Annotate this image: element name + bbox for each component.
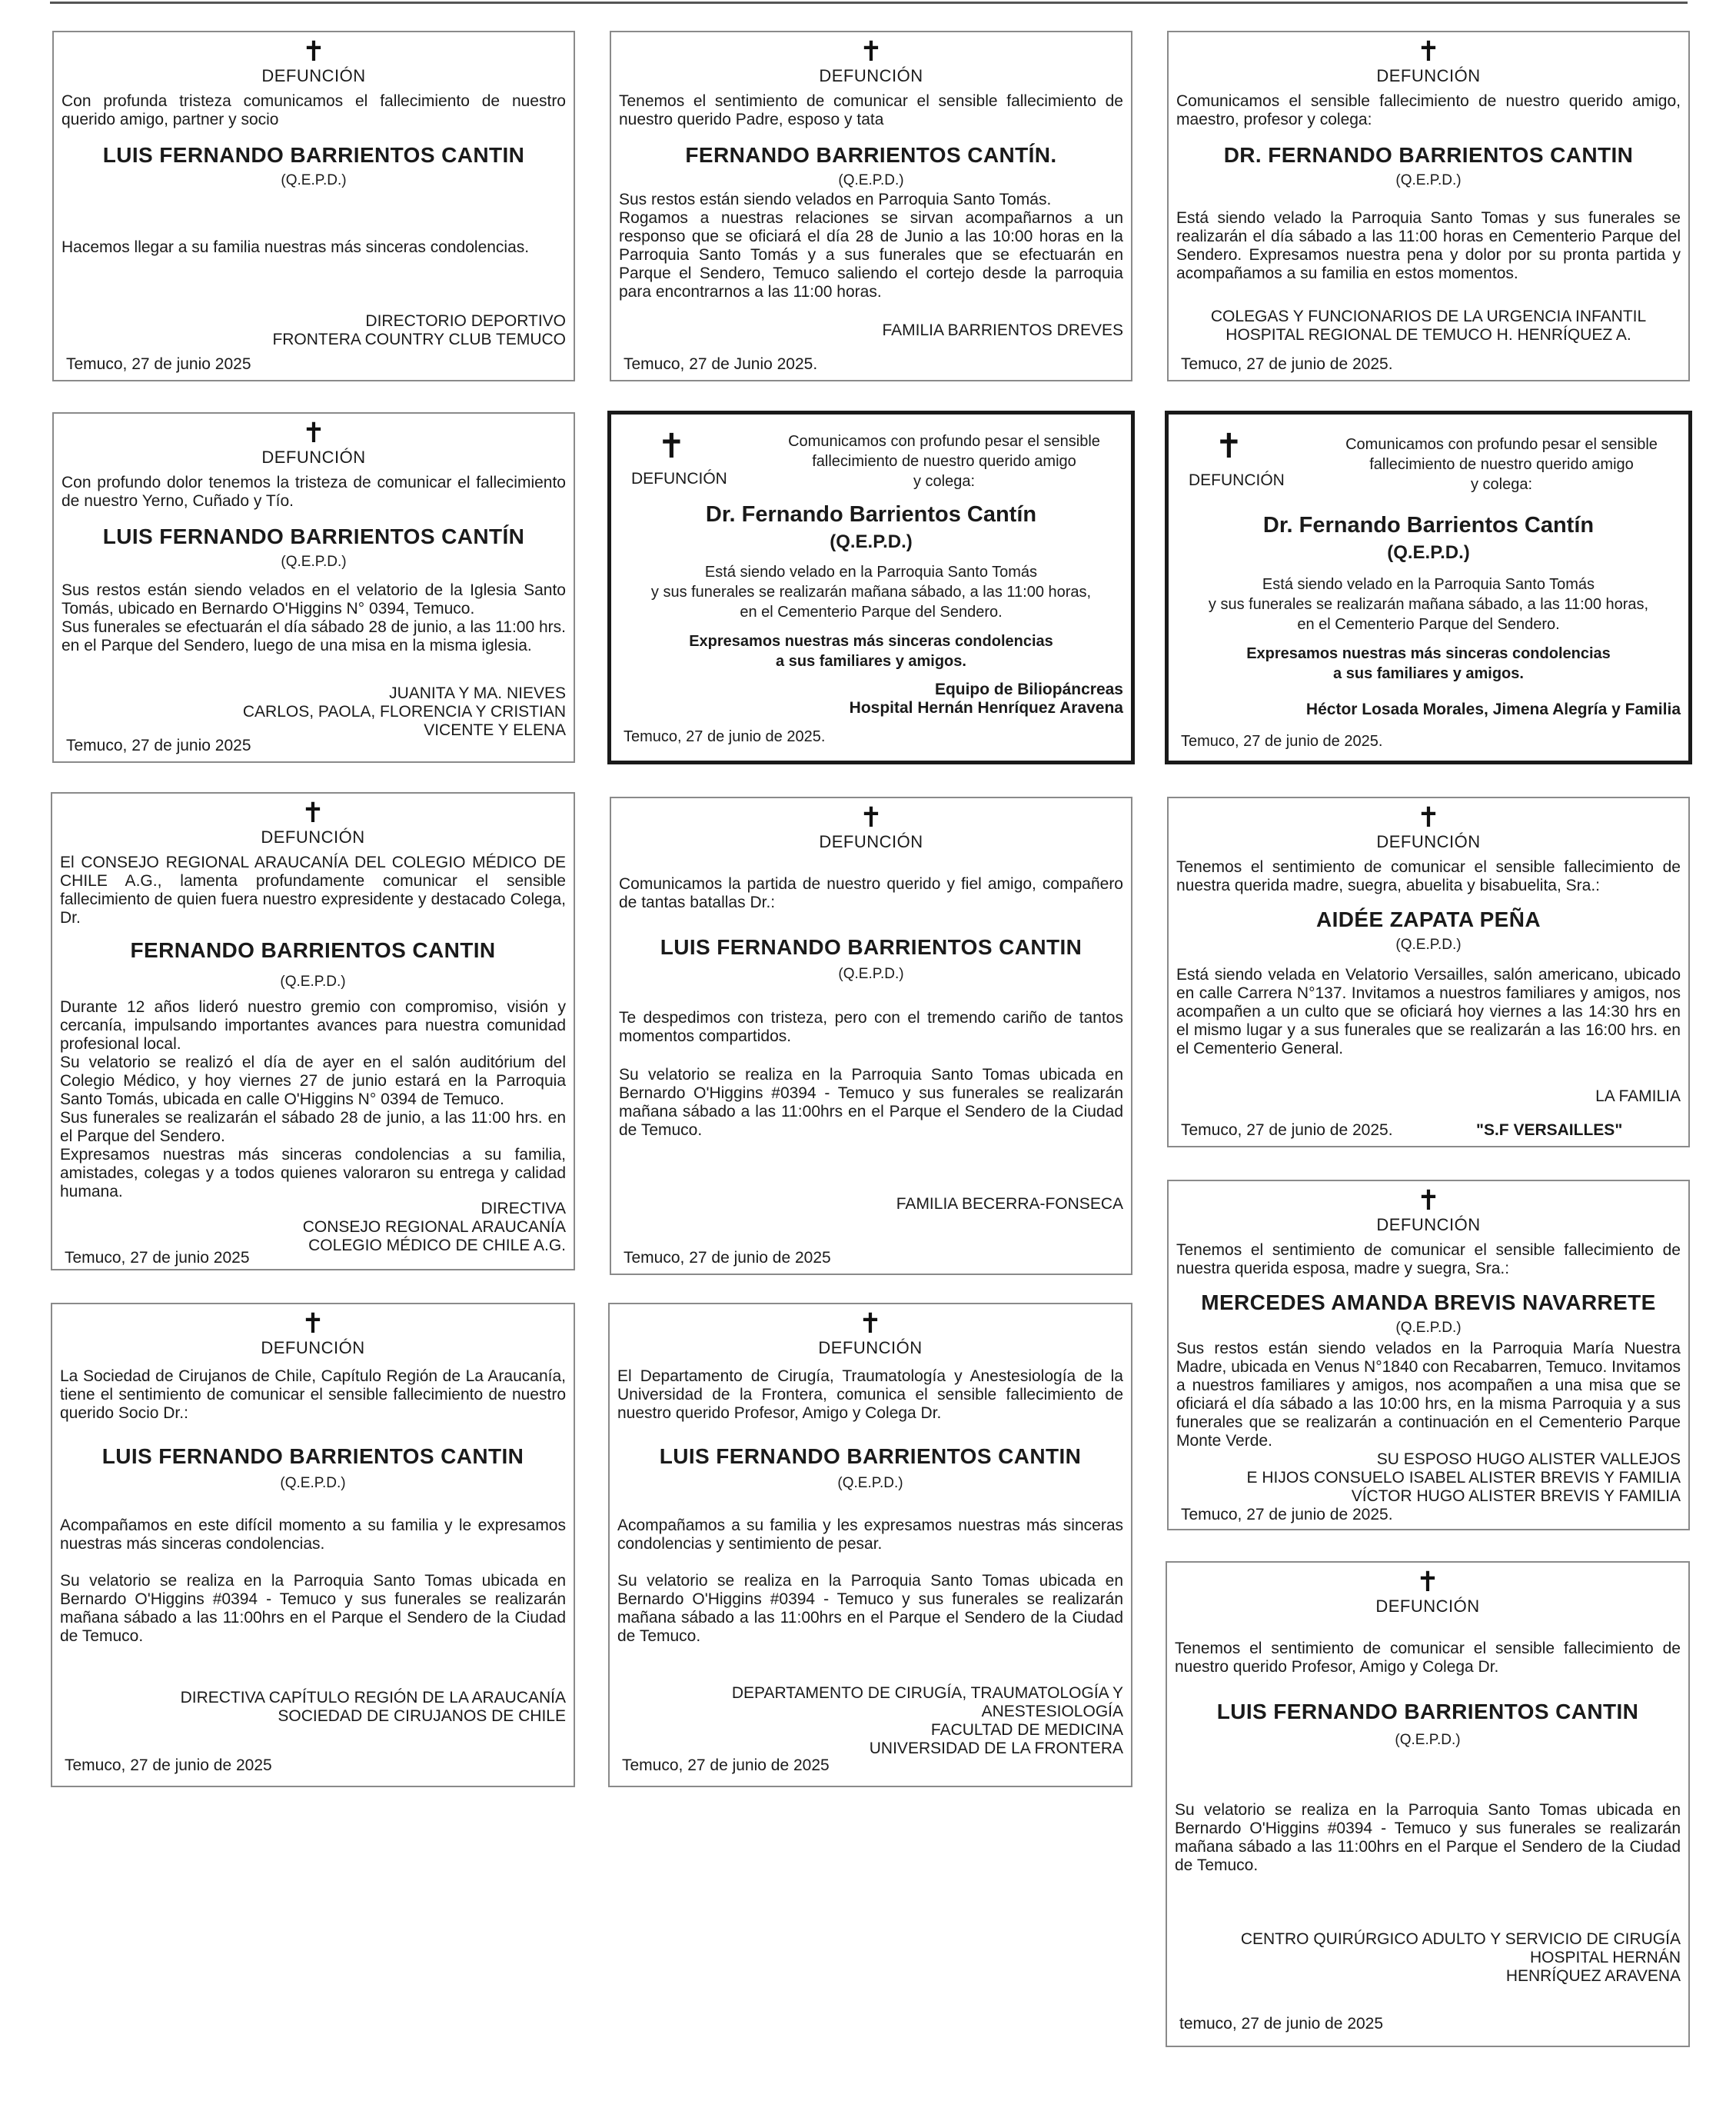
cross-icon: ✝	[1416, 1185, 1441, 1217]
notice-signature: Héctor Losada Morales, Jimena Alegría y Familia	[1305, 701, 1681, 718]
cross-icon: ✝	[1415, 1567, 1440, 1598]
notice-label: DEFUNCIÓN	[1189, 471, 1285, 489]
notice-label: DEFUNCIÓN	[261, 66, 366, 85]
notice-date: Temuco, 27 de junio de 2025.	[1181, 733, 1383, 750]
notice-signature: DIRECTIVA CAPÍTULO REGIÓN DE LA ARAUCANÍA SOCIEDAD DE CIRUJANOS DE CHILE	[180, 1689, 566, 1725]
notice-label: DEFUNCIÓN	[261, 448, 366, 467]
obituary-notice-5	[607, 411, 1135, 764]
notice-intro: Tenemos el sentimiento de comunicar el sensible fallecimiento de nuestro querido Profesor, Amigo y Colega Dr.	[1175, 1640, 1681, 1676]
notice-intro: Comunicamos con profundo pesar el sensible fallecimiento de nuestro querido amigo y colega:	[788, 433, 1100, 490]
notice-signature: DEPARTAMENTO DE CIRUGÍA, TRAUMATOLOGÍA Y ANESTESIOLOGÍA FACULTAD DE MEDICINA UNIVERSIDAD DE LA FRONTERA	[731, 1684, 1123, 1757]
obituary-notice-12	[608, 1303, 1132, 1787]
obituary-notice-10	[1167, 1180, 1690, 1530]
cross-icon: ✝	[657, 427, 686, 466]
notice-intro: Con profundo dolor tenemos la tristeza de comunicar el fallecimiento de nuestro Yerno, Cuñado y Tío.	[62, 474, 566, 510]
qepd: (Q.E.P.D.)	[837, 1475, 903, 1491]
notice-date: Temuco, 27 de junio de 2025	[622, 1756, 830, 1774]
notice-label: DEFUNCIÓN	[819, 66, 923, 85]
qepd: (Q.E.P.D.)	[830, 531, 913, 552]
obituary-notice-9	[1167, 797, 1690, 1147]
notice-signature: Equipo de Biliopáncreas Hospital Hernán Henríquez Aravena	[849, 681, 1123, 717]
notice-body: Está siendo velado en la Parroquia Santo Tomás y sus funerales se realizarán mañana sábado, a las 11:00 horas, en el Cementerio Parque del Sendero.	[650, 564, 1092, 621]
notice-intro: Tenemos el sentimiento de comunicar el sensible fallecimiento de nuestra querida madre, suegra, abuelita y bisabuelita, Sra.:	[1176, 858, 1681, 894]
notice-body: Está siendo velado la Parroquia Santo Tomas y sus funerales se realizarán el día sábado a las 11:00 horas en Cementerio Parque del Sendero. Expresamos nuestra pena y dolor por su pronta partida y acompañamos a su familia en estos momentos.	[1176, 209, 1681, 282]
notice-body-2: Su velatorio se realiza en la Parroquia Santo Tomas ubicada en Bernardo O'Higgins #0394 - Temuco y sus funerales se realizarán mañana sábado a las 11:00hrs en el Parque el Sendero de la Ciudad de Temuco.	[617, 1572, 1123, 1645]
notice-label: DEFUNCIÓN	[631, 470, 727, 488]
qepd: (Q.E.P.D.)	[281, 172, 347, 188]
cross-icon: ✝	[859, 36, 883, 68]
obituary-notice-8	[610, 797, 1132, 1275]
deceased-name: LUIS FERNANDO BARRIENTOS CANTIN	[102, 143, 525, 167]
notice-intro: Comunicamos el sensible fallecimiento de nuestro querido amigo, maestro, profesor y colega:	[1176, 92, 1681, 128]
funeral-home: "S.F VERSAILLES"	[1476, 1121, 1623, 1139]
notice-body-2: Su velatorio se realiza en la Parroquia Santo Tomas ubicada en Bernardo O'Higgins #0394 - Temuco y sus funerales se realizarán mañana sábado a las 11:00hrs en el Parque el Sendero de la Ciudad de Temuco.	[619, 1066, 1123, 1139]
notice-intro: Con profunda tristeza comunicamos el fallecimiento de nuestro querido amigo, partner y socio	[62, 92, 566, 128]
deceased-name: LUIS FERNANDO BARRIENTOS CANTIN	[101, 1444, 524, 1468]
cross-icon: ✝	[1416, 802, 1441, 834]
notice-intro: La Sociedad de Cirujanos de Chile, Capítulo Región de La Araucanía, tiene el sentimiento de comunicar el sensible fallecimiento de nuestro querido Socio Dr.:	[60, 1367, 566, 1422]
notice-date: Temuco, 27 de junio 2025	[66, 737, 251, 754]
notice-intro: El Departamento de Cirugía, Traumatología y Anestesiología de la Universidad de la Frontera, comunica el sensible fallecimiento de nuestro querido Profesor, Amigo y Colega Dr.	[617, 1367, 1123, 1422]
notice-date: Temuco, 27 de junio 2025	[66, 355, 251, 373]
qepd: (Q.E.P.D.)	[1395, 172, 1462, 188]
notice-date: Temuco, 27 de junio de 2025	[65, 1756, 272, 1774]
notice-signature: FAMILIA BECERRA-FONSECA	[896, 1195, 1123, 1213]
notice-body: Sus restos están siendo velados en Parroquia Santo Tomás. Rogamos a nuestras relaciones se sirvan acompañarnos a un responso que se oficiará el día 28 de Junio a las 10:00 horas en la Parroquia Santo Tomás y a sus funerales que se efectuarán en Parque el Sendero, Temuco saliendo el cortejo desde la parroquia para encontrarnos a las 11:00 horas.	[619, 191, 1123, 301]
obituary-notice-13	[1166, 1561, 1690, 2047]
cross-icon: ✝	[859, 802, 883, 834]
notice-signature: DIRECTORIO DEPORTIVO FRONTERA COUNTRY CLUB TEMUCO	[272, 312, 566, 348]
notice-date: Temuco, 27 de Junio 2025.	[624, 355, 818, 373]
notice-body: Durante 12 años lideró nuestro gremio con compromiso, visión y cercanía, impulsando importantes avances para nuestra comunidad profesional local. Su velatorio se realizó el día de ayer en el salón auditórium del Colegio Médico, y hoy viernes 27 de junio estará en la Parroquia Santo Tomás, ubicada en calle O'Higgins N° 0394 de Temuco. Sus funerales se realizarán el sábado 28 de junio, a las 11:00 hrs. en el Parque del Sendero. Expresamos nuestras más sinceras condolencias a su familia, amistades, colegas y a todos quienes valoraron su entrega y calidad humana.	[60, 998, 566, 1200]
deceased-name: LUIS FERNANDO BARRIENTOS CANTIN	[660, 935, 1083, 959]
obituary-notice-2	[610, 31, 1132, 381]
notice-signature: JUANITA Y MA. NIEVES CARLOS, PAOLA, FLORENCIA Y CRISTIAN VICENTE Y ELENA	[242, 684, 566, 739]
qepd: (Q.E.P.D.)	[281, 554, 347, 570]
notice-body: Está siendo velada en Velatorio Versailles, salón americano, ubicado en calle Carrera N°137. Invitamos a nuestros familiares y amigos, nos acompañen a un culto que se oficiará hoy viernes a las 14:30 hrs en el mismo lugar y a sus funerales que se realizarán a las 16:00 hrs. en el Cementerio General.	[1176, 966, 1681, 1057]
obituary-notice-4	[52, 412, 575, 763]
cross-icon: ✝	[301, 36, 326, 68]
notice-condolences: Expresamos nuestras más sinceras condolencias a sus familiares y amigos.	[689, 633, 1053, 670]
cross-icon: ✝	[858, 1308, 883, 1340]
notice-label: DEFUNCIÓN	[1376, 832, 1481, 851]
notice-body: Sus restos están siendo velados en la Parroquia María Nuestra Madre, ubicada en Venus N°1840 con Recabarren, Temuco. Invitamos a nuestros familiares y amigos, nos acompañen a una misa que se oficiará el día sábado a las 10:00 hrs, en la misma Parroquia y a sus funerales que se realizarán a continuación en el Cementerio Parque Monte Verde.	[1176, 1340, 1681, 1450]
deceased-name: Dr. Fernando Barrientos Cantín	[705, 502, 1037, 527]
notice-body-2: Su velatorio se realiza en la Parroquia Santo Tomas ubicada en Bernardo O'Higgins #0394 - Temuco y sus funerales se realizarán mañana sábado a las 11:00hrs en el Parque el Sendero de la Ciudad de Temuco.	[60, 1572, 566, 1645]
notice-date: Temuco, 27 de junio de 2025	[624, 1249, 831, 1267]
notice-label: DEFUNCIÓN	[261, 827, 365, 847]
notice-signature: CENTRO QUIRÚRGICO ADULTO Y SERVICIO DE CIRUGÍA HOSPITAL HERNÁN HENRÍQUEZ ARAVENA	[1240, 1930, 1681, 1985]
notice-body: Te despedimos con tristeza, pero con el tremendo cariño de tantos momentos compartidos.	[619, 1009, 1123, 1045]
cross-icon: ✝	[301, 418, 326, 449]
notice-body: Acompañamos a su familia y les expresamos nuestras más sinceras condolencias y sentimiento de pesar.	[617, 1517, 1123, 1553]
notice-date: Temuco, 27 de junio de 2025.	[1181, 355, 1393, 373]
qepd: (Q.E.P.D.)	[280, 974, 346, 990]
notice-label: DEFUNCIÓN	[1376, 1215, 1481, 1234]
notice-body: Sus restos están siendo velados en el velatorio de la Iglesia Santo Tomás, ubicado en Bernardo O'Higgins N° 0394, Temuco. Sus funerales se efectuarán el día sábado 28 de junio, a las 11:00 hrs. en el Parque del Sendero, luego de una misa en la misma iglesia.	[62, 581, 566, 654]
cross-icon: ✝	[301, 1308, 325, 1340]
notice-label: DEFUNCIÓN	[1376, 66, 1481, 85]
notice-intro: Tenemos el sentimiento de comunicar el sensible fallecimiento de nuestra querida esposa, madre y suegra, Sra.:	[1176, 1241, 1681, 1277]
notice-body: Está siendo velado en la Parroquia Santo Tomás y sus funerales se realizarán mañana sábado, a las 11:00 horas, en el Cementerio Parque del Sendero.	[1208, 576, 1649, 633]
qepd: (Q.E.P.D.)	[1395, 1732, 1461, 1748]
notice-date: Temuco, 27 de junio de 2025.	[1181, 1506, 1393, 1523]
cross-icon: ✝	[1416, 36, 1441, 68]
qepd: (Q.E.P.D.)	[1387, 542, 1470, 563]
notice-intro: Comunicamos con profundo pesar el sensible fallecimiento de nuestro querido amigo y colega:	[1345, 436, 1658, 493]
notice-date: Temuco, 27 de junio de 2025.	[1181, 1121, 1393, 1139]
notice-body: Su velatorio se realiza en la Parroquia Santo Tomas ubicada en Bernardo O'Higgins #0394 - Temuco y sus funerales se realizarán mañana sábado a las 11:00hrs en el Parque el Sendero de la Ciudad de Temuco.	[1175, 1801, 1681, 1874]
deceased-name: FERNANDO BARRIENTOS CANTÍN.	[685, 143, 1057, 167]
notice-intro: Comunicamos la partida de nuestro querido y fiel amigo, compañero de tantas batallas Dr.:	[619, 875, 1123, 911]
cross-icon: ✝	[1215, 427, 1243, 466]
deceased-name: AIDÉE ZAPATA PEÑA	[1316, 907, 1541, 931]
notice-condolences: Expresamos nuestras más sinceras condolencias a sus familiares y amigos.	[1246, 645, 1611, 682]
qepd: (Q.E.P.D.)	[1395, 1320, 1462, 1336]
notice-signature: SU ESPOSO HUGO ALISTER VALLEJOS E HIJOS CONSUELO ISABEL ALISTER BREVIS Y FAMILIA VÍCTOR HUGO ALISTER BREVIS Y FAMILIA	[1246, 1450, 1681, 1505]
notice-intro: El CONSEJO REGIONAL ARAUCANÍA DEL COLEGIO MÉDICO DE CHILE A.G., lamenta profundamente comunicar el sensible fallecimiento de quien fuera nuestro expresidente y destacado Colega, Dr.	[60, 854, 566, 927]
deceased-name: DR. FERNANDO BARRIENTOS CANTIN	[1223, 143, 1634, 167]
notice-label: DEFUNCIÓN	[818, 1338, 923, 1357]
notice-label: DEFUNCIÓN	[819, 832, 923, 851]
notice-date: temuco, 27 de junio de 2025	[1179, 2015, 1384, 2033]
qepd: (Q.E.P.D.)	[1395, 937, 1462, 953]
notice-body: Hacemos llegar a su familia nuestras más sinceras condolencias.	[62, 238, 530, 256]
notice-intro: Tenemos el sentimiento de comunicar el sensible fallecimiento de nuestro querido Padre, esposo y tata	[619, 92, 1123, 128]
notice-label: DEFUNCIÓN	[261, 1338, 365, 1357]
obituary-notice-6	[1165, 411, 1692, 764]
notice-date: Temuco, 27 de junio 2025	[65, 1249, 250, 1267]
deceased-name: LUIS FERNANDO BARRIENTOS CANTÍN	[102, 524, 525, 548]
obituary-notice-1	[52, 31, 575, 381]
notice-signature: FAMILIA BARRIENTOS DREVES	[882, 321, 1123, 339]
notice-date: Temuco, 27 de junio de 2025.	[624, 728, 826, 745]
obituary-notice-7	[51, 792, 575, 1270]
deceased-name: Dr. Fernando Barrientos Cantín	[1262, 513, 1595, 538]
obituary-notice-11	[51, 1303, 575, 1787]
qepd: (Q.E.P.D.)	[838, 172, 904, 188]
qepd: (Q.E.P.D.)	[838, 966, 904, 982]
page-top-rule	[50, 2, 1688, 4]
notice-signature: COLEGAS Y FUNCIONARIOS DE LA URGENCIA INFANTIL HOSPITAL REGIONAL DE TEMUCO H. HENRÍQUEZ A.	[1210, 308, 1647, 344]
notice-label: DEFUNCIÓN	[1375, 1597, 1480, 1616]
notice-signature: LA FAMILIA	[1595, 1087, 1681, 1105]
qepd: (Q.E.P.D.)	[280, 1475, 346, 1491]
obituary-notice-3	[1167, 31, 1690, 381]
notice-signature: DIRECTIVA CONSEJO REGIONAL ARAUCANÍA COLEGIO MÉDICO DE CHILE A.G.	[302, 1200, 566, 1254]
deceased-name: MERCEDES AMANDA BREVIS NAVARRETE	[1201, 1290, 1656, 1314]
deceased-name: LUIS FERNANDO BARRIENTOS CANTIN	[659, 1444, 1082, 1468]
cross-icon: ✝	[301, 797, 325, 829]
deceased-name: LUIS FERNANDO BARRIENTOS CANTIN	[1216, 1700, 1639, 1723]
deceased-name: FERNANDO BARRIENTOS CANTIN	[130, 938, 496, 962]
notice-body: Acompañamos en este difícil momento a su familia y le expresamos nuestras más sinceras condolencias.	[60, 1517, 566, 1553]
